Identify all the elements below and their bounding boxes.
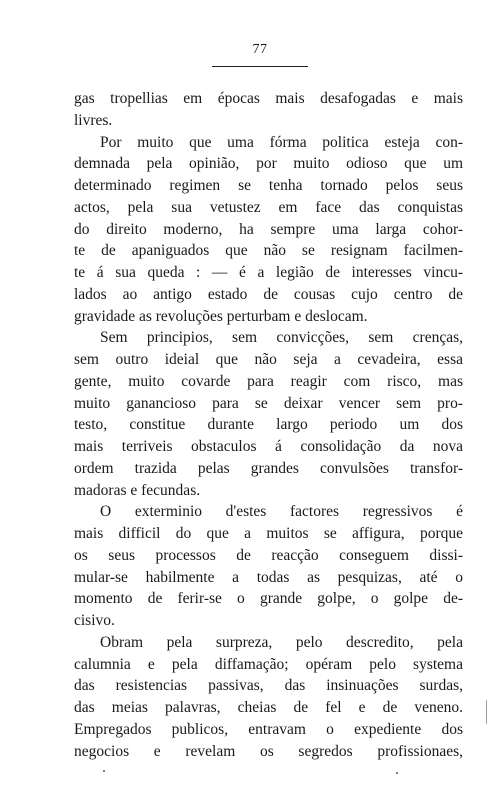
text-line: das resistencias passivas, das insinuações surdas,: [74, 677, 463, 695]
text-line: madoras e fecundas.: [74, 481, 201, 499]
page-number: 77: [252, 42, 268, 57]
text-line: Empregados publicos, entravam o expediente dos: [74, 720, 463, 738]
text-line: muito ganancioso para se deixar vencer sem pro-: [74, 394, 463, 412]
text-line: momento de ferir-se o grande golpe, o golpe de-: [74, 590, 463, 608]
header-rule: [212, 66, 308, 67]
text-line: das meias palavras, cheias de fel e de veneno.: [74, 699, 463, 716]
text-line: do direito moderno, ha sempre uma larga cohor-: [74, 220, 463, 238]
text-line: gente, muito covarde para reagir com risco, mas: [74, 372, 463, 390]
text-line: cisivo.: [74, 612, 115, 629]
text-line: te á sua queda : — é a legião de interesses vincu-: [74, 264, 463, 281]
text-line: te de apaniguados que não se resignam facilmen-: [74, 242, 463, 260]
print-speck: [396, 772, 398, 774]
text-line: mais difficil do que a muitos se affigura, porque: [74, 525, 463, 542]
text-line: testo, constitue durante largo periodo um dos: [74, 416, 463, 434]
body-text: [74, 88, 463, 762]
text-line: mais terriveis obstaculos á consolidação da nova: [74, 438, 463, 455]
text-line: calumnia e pela diffamação; opéram pelo systema: [74, 655, 463, 673]
text-line: os seus processos de reacção conseguem dissi-: [74, 546, 463, 564]
text-line: actos, pela sua vetustez em face das conquistas: [74, 198, 463, 216]
text-line: demnada pela opinião, por muito odioso que um: [74, 155, 463, 173]
text-line: negocios e revelam os segredos profissionaes,: [74, 742, 463, 760]
text-line: determinado regimen se tenha tornado pelos seus: [74, 177, 463, 194]
text-line: lados ao antigo estado de cousas cujo centro de: [74, 285, 463, 303]
paragraph-start-line: Sem principios, sem convicções, sem crenças,: [100, 329, 463, 347]
paragraph-start-line: O exterminio d'estes factores regressivos é: [100, 503, 463, 521]
page-edge-mark: [486, 700, 487, 724]
text-line: gas tropellias em épocas mais desafogadas e mais: [74, 90, 463, 107]
paragraph-start-line: Por muito que uma fórma politica esteja con-: [100, 133, 463, 151]
text-line: ordem trazida pelas grandes convulsões transfor-: [74, 459, 463, 477]
text-line: gravidade as revoluções perturbam e deslocam.: [74, 307, 368, 325]
text-line: sem outro ideial que não seja a cevadeira, essa: [74, 351, 463, 368]
print-speck: [103, 770, 105, 772]
paragraph-start-line: Obram pela surpreza, pelo descredito, pela: [100, 633, 463, 651]
text-line: livres.: [74, 111, 113, 129]
text-line: mular-se habilmente a todas as pesquizas, até o: [74, 568, 463, 586]
